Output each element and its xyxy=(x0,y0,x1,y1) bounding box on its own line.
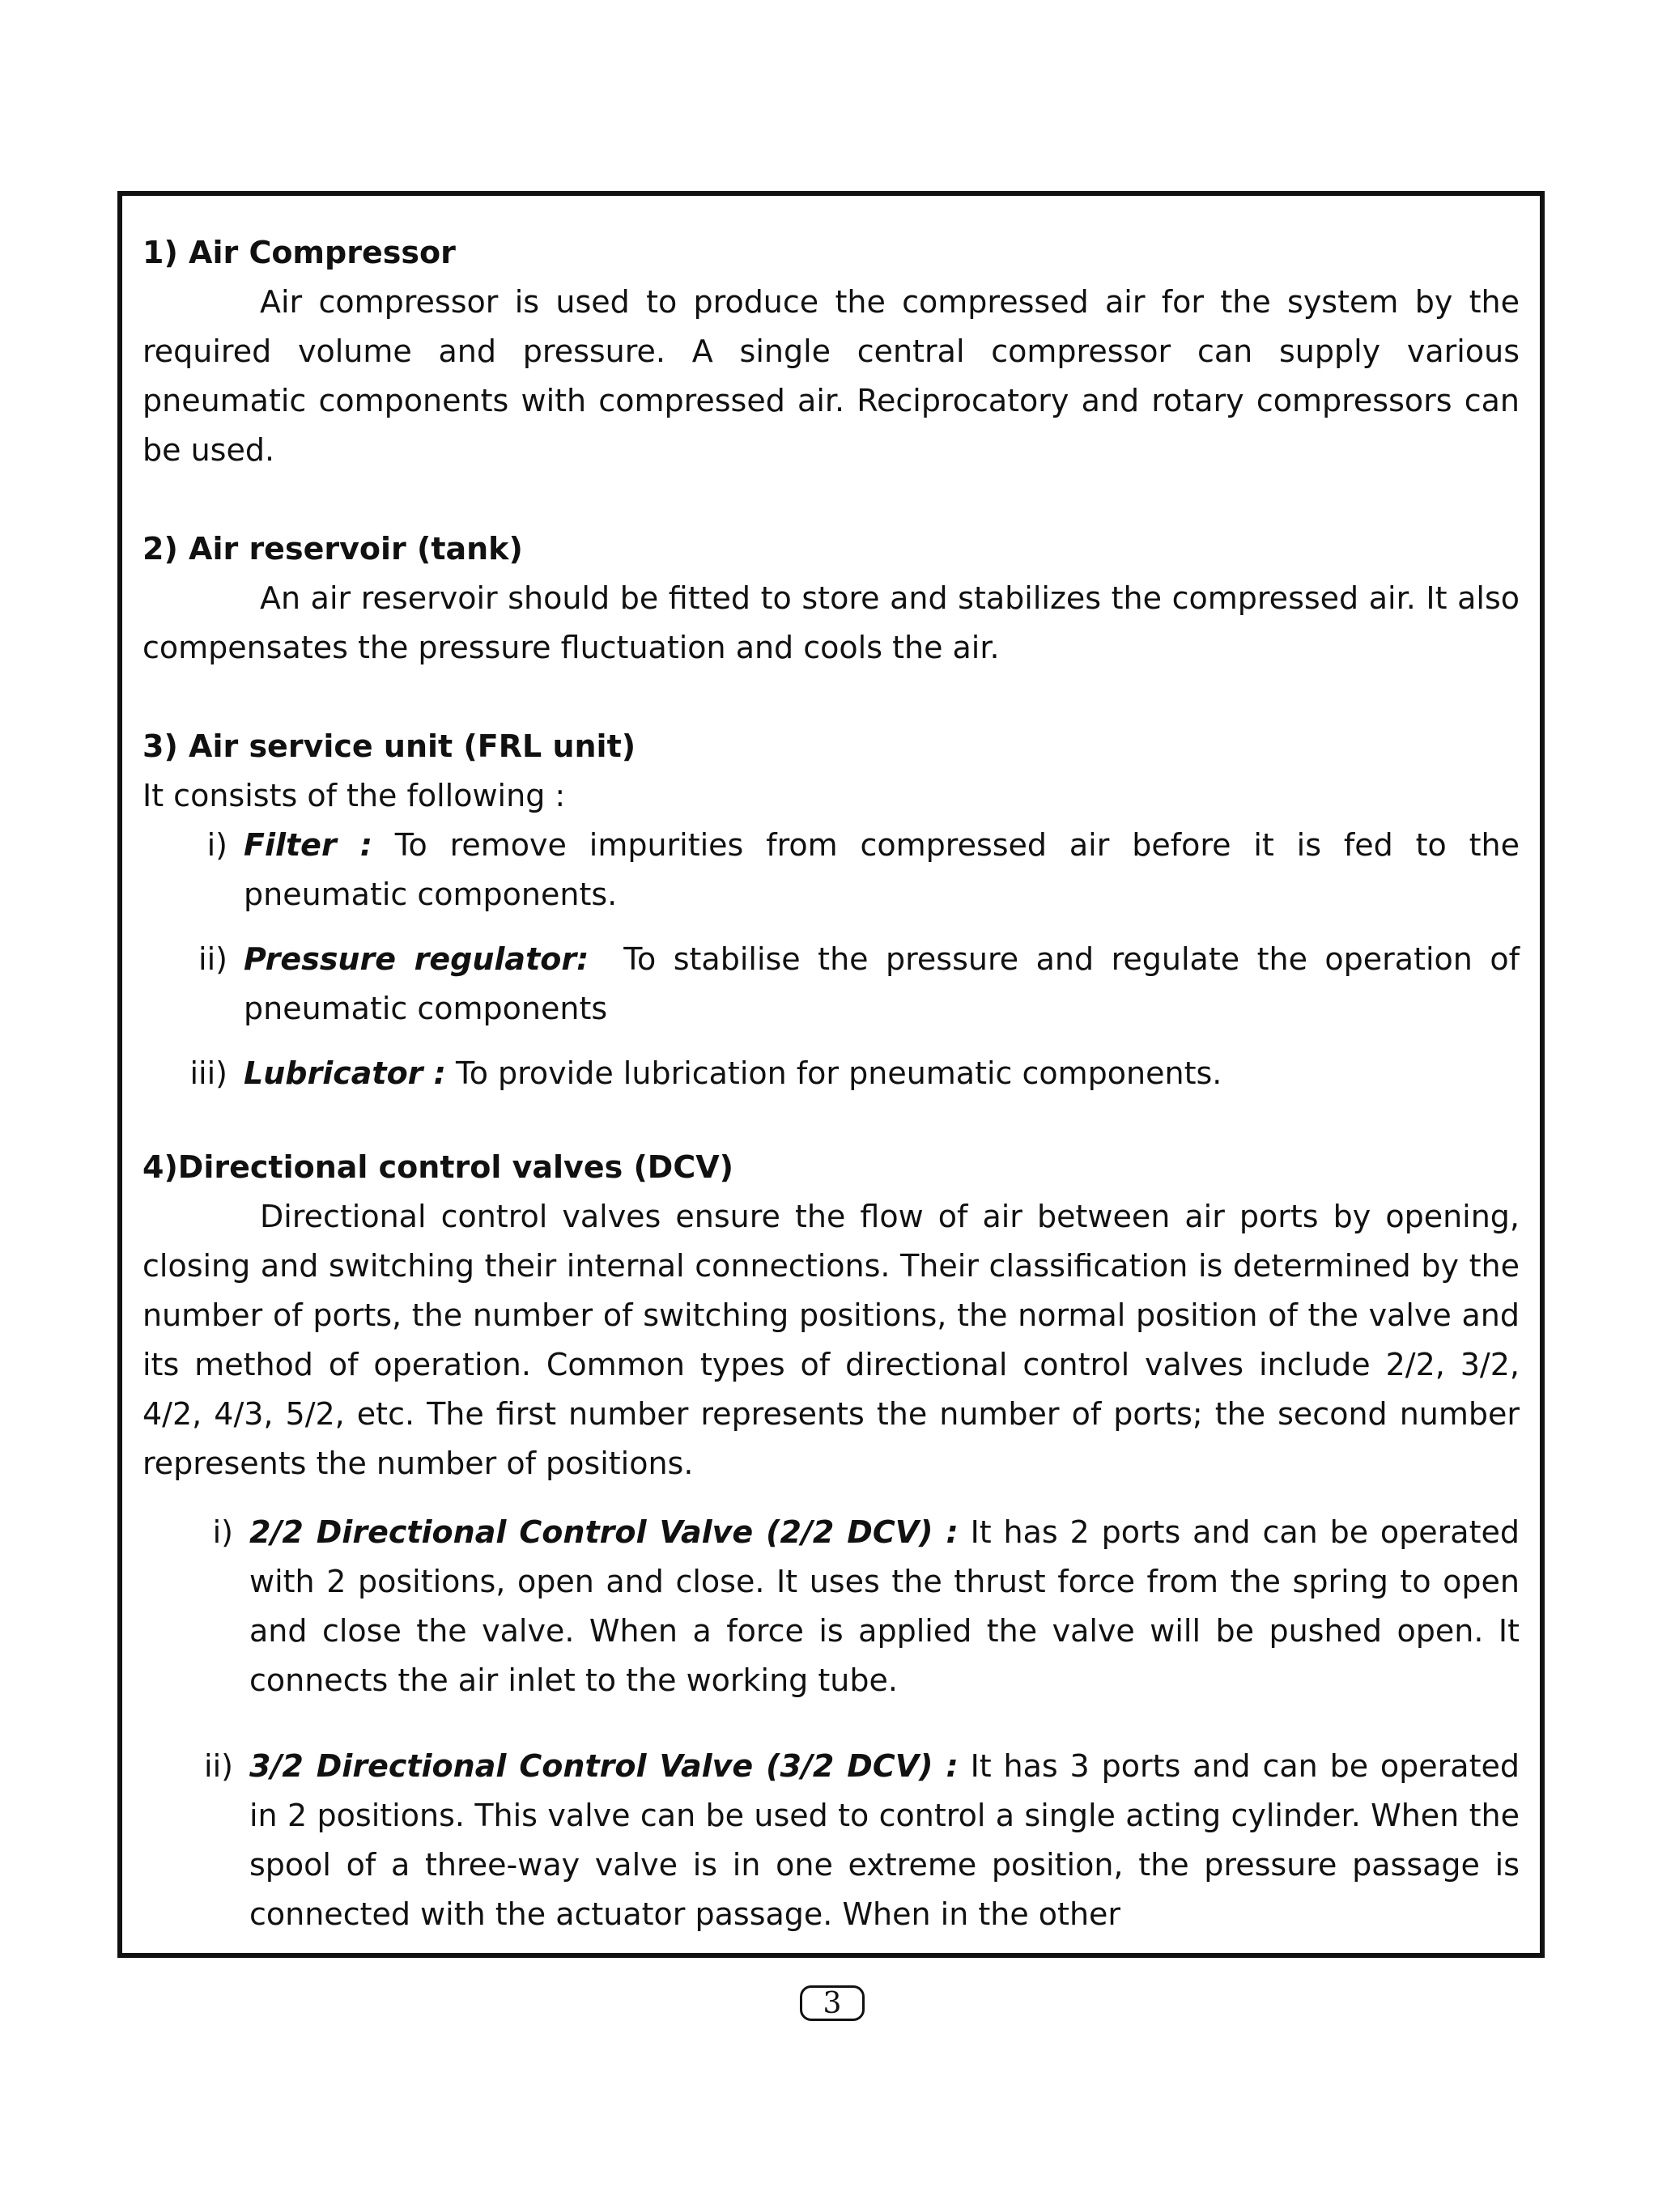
list-item-text: To remove impurities from compressed air before it is fed to the pneumatic components. xyxy=(244,827,1520,912)
list-item-text: It has 2 ports and can be operated with 2 positions, open and close. It uses the thrust force from the spring to open and close the valve. When a force is applied the valve will be pushed open. It connects the air inlet to the working tube. xyxy=(249,1514,1520,1698)
list-item-term: Pressure regulator: xyxy=(244,941,589,977)
list-item-term: Filter : xyxy=(244,827,372,863)
section-heading-air-reservoir: 2) Air reservoir (tank) xyxy=(142,531,523,567)
section-heading-air-compressor: 1) Air Compressor xyxy=(142,235,456,270)
list-item-term: 2/2 Directional Control Valve (2/2 DCV) : xyxy=(249,1514,959,1550)
section-heading-frl-unit: 3) Air service unit (FRL unit) xyxy=(142,728,636,764)
dcv-list xyxy=(142,1508,1520,1939)
section-body-air-compressor: Air compressor is used to produce the compressed air for the system by the required volume and pressure. A single central compressor can supply various pneumatic components with compressed air. Reciprocatory and rotary compressors can be used. xyxy=(142,284,1520,468)
list-item-term: Lubricator : xyxy=(244,1055,446,1091)
list-item-text: To provide lubrication for pneumatic components. xyxy=(455,1055,1222,1091)
section-body-dcv: Directional control valves ensure the flow of air between air ports by opening, closing and switching their internal connections. Their classification is determined by the number of ports, the number of switching positions, the normal position of the valve and its method of operation. Common types of directional control valves include 2/2, 3/2, 4/2, 4/3, 5/2, etc. The first number represents the number of ports; the second number represents the number of positions. xyxy=(142,1199,1520,1481)
section-intro-frl-unit: It consists of the following : xyxy=(142,778,566,813)
list-item-3-2-dcv xyxy=(142,1742,1520,1939)
list-item-term: 3/2 Directional Control Valve (3/2 DCV) : xyxy=(249,1748,959,1784)
list-item-lubricator xyxy=(142,1049,1520,1098)
list-item-text: To stabilise the pressure and regulate the operation of pneumatic components xyxy=(244,941,1520,1026)
list-item-filter xyxy=(142,821,1520,919)
list-item-number: i) xyxy=(212,1514,233,1550)
frl-list xyxy=(142,821,1520,1098)
list-item-text: It has 3 ports and can be operated in 2 positions. This valve can be used to control a single acting cylinder. When the spool of a three-way valve is in one extreme position, the pressure passage is connected with the actuator passage. When in the other xyxy=(249,1748,1520,1932)
list-item-pressure-regulator xyxy=(142,935,1520,1034)
list-item-number: ii) xyxy=(204,1748,233,1784)
page-number: 3 xyxy=(800,1985,865,2021)
content-frame xyxy=(117,191,1545,1958)
section-heading-dcv: 4)Directional control valves (DCV) xyxy=(142,1149,734,1185)
list-item-number: ii) xyxy=(198,941,227,977)
list-item-number: iii) xyxy=(189,1055,227,1091)
list-item-2-2-dcv xyxy=(142,1508,1520,1705)
page-content xyxy=(142,228,1520,1976)
list-item-number: i) xyxy=(206,827,227,863)
section-body-air-reservoir: An air reservoir should be fitted to store and stabilizes the compressed air. It also compensates the pressure fluctuation and cools the air. xyxy=(142,580,1520,665)
